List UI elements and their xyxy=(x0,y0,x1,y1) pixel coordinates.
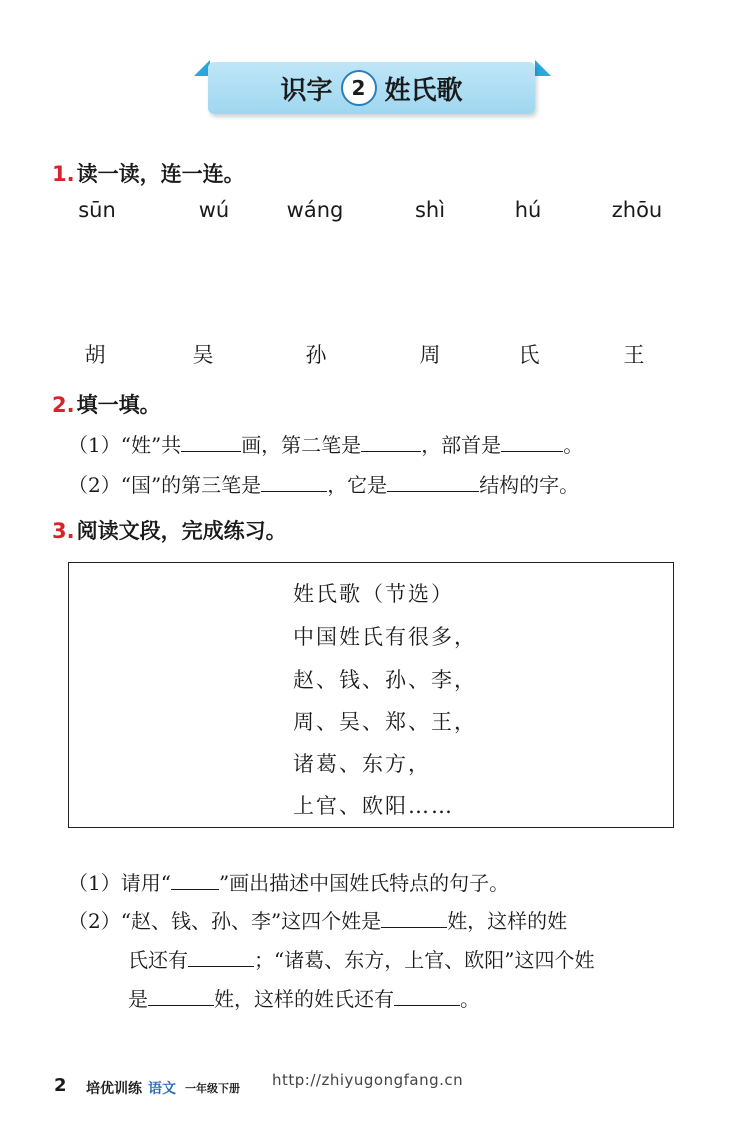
q3-title: 阅读文段，完成练习。 xyxy=(76,519,287,543)
lesson-number-badge: 2 xyxy=(341,70,377,106)
poem-line: 上官、欧阳…… xyxy=(293,794,454,818)
answer-blank[interactable] xyxy=(387,490,479,492)
q3-sub2-text: 姓，这样的姓氏还有 xyxy=(214,987,394,1011)
hanzi-item: 王 xyxy=(623,343,645,367)
hanzi-item: 吴 xyxy=(192,343,214,367)
q3-sub2-text: （2）“赵、钱、孙、李”这四个姓是 xyxy=(68,909,382,933)
answer-blank[interactable] xyxy=(361,450,421,452)
pinyin-item: wú xyxy=(198,198,230,222)
q3-sub2-text: 。 xyxy=(460,987,480,1011)
banner-right-tab xyxy=(535,60,551,76)
q3-number: 3. xyxy=(52,519,75,543)
pinyin-item: shì xyxy=(414,198,446,222)
q3-sub2-text: 氏还有 xyxy=(128,948,188,972)
q2-l2-text: ，它是 xyxy=(327,473,388,497)
q3-heading xyxy=(52,515,287,545)
q3-sub2-line-1 xyxy=(68,905,567,934)
answer-blank[interactable] xyxy=(181,450,241,452)
watermark-url: http://zhiyugongfang.cn xyxy=(272,1071,464,1089)
q2-l1-text: 。 xyxy=(563,433,584,457)
q2-l1-text: ，部首是 xyxy=(421,433,502,457)
q3-sub1-text: ”画出描述中国姓氏特点的句子。 xyxy=(218,871,510,895)
q2-l1-text: 画，第二笔是 xyxy=(241,433,362,457)
page-number: 2 xyxy=(54,1075,67,1096)
answer-blank[interactable] xyxy=(381,926,447,928)
q3-sub1 xyxy=(68,867,509,896)
q1-heading xyxy=(52,158,245,188)
poem-title: 姓氏歌（节选） xyxy=(293,582,454,606)
q2-l2-text: （2）“国”的第三笔是 xyxy=(68,473,262,497)
q2-title: 填一填。 xyxy=(76,393,161,417)
q2-line-2 xyxy=(68,469,579,498)
hanzi-item: 胡 xyxy=(84,343,106,367)
hanzi-item: 氏 xyxy=(518,343,540,367)
answer-blank[interactable] xyxy=(394,1004,460,1006)
lesson-title xyxy=(208,62,535,114)
q3-sub2-text: ；“诸葛、东方，上官、欧阳”这四个姓 xyxy=(254,948,595,972)
answer-blank[interactable] xyxy=(261,490,327,492)
q2-number: 2. xyxy=(52,393,75,417)
q3-sub2-line-2 xyxy=(128,944,594,973)
q3-sub2-text: 是 xyxy=(128,987,148,1011)
subject-name: 语文 xyxy=(148,1081,176,1097)
answer-blank[interactable] xyxy=(188,965,254,967)
q2-line-1 xyxy=(68,429,583,458)
hanzi-item: 周 xyxy=(419,343,441,367)
poem-line: 诸葛、东方， xyxy=(293,752,431,776)
q1-number: 1. xyxy=(52,162,75,186)
q2-l1-text: （1）“姓”共 xyxy=(68,433,182,457)
q3-sub2-text: 姓，这样的姓 xyxy=(447,909,568,933)
answer-blank[interactable] xyxy=(501,450,563,452)
underline-sample xyxy=(171,888,219,890)
poem-line: 中国姓氏有很多， xyxy=(293,625,477,649)
poem-line: 周、吴、郑、王， xyxy=(293,710,477,734)
q2-heading xyxy=(52,389,161,419)
grade-label: 一年级下册 xyxy=(185,1082,240,1095)
lesson-type: 识字 xyxy=(280,75,333,106)
q1-title: 读一读，连一连。 xyxy=(76,162,245,186)
pinyin-item: hú xyxy=(514,198,542,222)
pinyin-item: zhōu xyxy=(611,198,663,222)
poem-line: 赵、钱、孙、李， xyxy=(293,668,477,692)
pinyin-item: wáng xyxy=(286,198,344,222)
series-name: 培优训练 xyxy=(86,1081,142,1097)
q2-l2-text: 结构的字。 xyxy=(479,473,580,497)
q3-sub2-line-3 xyxy=(128,983,480,1012)
pinyin-item: sūn xyxy=(78,198,116,222)
hanzi-item: 孙 xyxy=(305,343,327,367)
q3-sub1-text: （1）请用“ xyxy=(68,871,171,895)
lesson-name: 姓氏歌 xyxy=(384,75,463,106)
answer-blank[interactable] xyxy=(148,1004,214,1006)
